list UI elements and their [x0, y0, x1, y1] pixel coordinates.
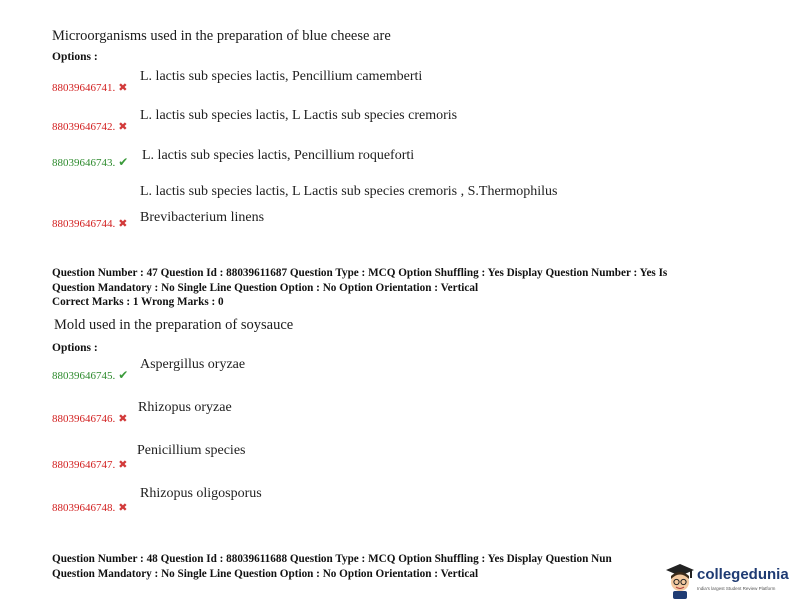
- student-mascot-icon: [664, 562, 696, 600]
- marks-line: Correct Marks : 1 Wrong Marks : 0: [52, 296, 224, 308]
- meta-line: Question Number : 48 Question Id : 88039611688 Question Type : MCQ Option Shuffling : Yes Display Question Nun: [52, 553, 612, 565]
- option-row: [52, 409, 127, 427]
- meta-line: Question Mandatory : No Single Line Question Option : No Option Orientation : Vertical: [52, 567, 479, 580]
- option-text: Rhizopus oligosporus: [140, 486, 262, 501]
- option-text: L. lactis sub species lactis, L Lactis sub species cremoris: [140, 108, 458, 123]
- meta-line: Question Mandatory : No Single Line Question Option : No Option Orientation : Vertical: [52, 281, 479, 294]
- option-row: [52, 117, 127, 135]
- collegedunia-logo: [664, 560, 788, 602]
- option-row: [52, 366, 128, 384]
- options-label: Options :: [52, 342, 98, 354]
- option-text: Rhizopus oryzae: [138, 400, 232, 415]
- question-47-meta: [52, 266, 742, 310]
- option-row: [52, 153, 128, 171]
- option-row: [52, 214, 127, 232]
- option-text: L. lactis sub species lactis, Pencillium camemberti: [140, 69, 423, 84]
- wrong-mark-icon: ✖: [118, 459, 128, 471]
- wrong-mark-icon: ✖: [118, 121, 128, 133]
- wrong-mark-icon: ✖: [118, 82, 128, 94]
- logo-name: collegedunia: [697, 566, 789, 583]
- logo-tagline: India's largest Student Review Platform: [697, 586, 776, 591]
- option-text: L. lactis sub species lactis, L Lactis sub species cremoris , S.Thermophilus: [140, 184, 558, 199]
- option-text: Brevibacterium linens: [140, 210, 265, 225]
- meta-line: Question Number : 47 Question Id : 88039611687 Question Type : MCQ Option Shuffling : Yes Display Question Number : Yes Is: [52, 267, 668, 279]
- wrong-mark-icon: ✖: [118, 502, 128, 514]
- question-47-text: Mold used in the preparation of soysauce: [54, 317, 294, 333]
- option-text: Penicillium species: [137, 443, 246, 458]
- option-row: [52, 78, 127, 96]
- wrong-mark-icon: ✖: [118, 413, 128, 425]
- option-id: 88039646748.: [52, 502, 116, 514]
- option-id: 88039646742.: [52, 121, 116, 133]
- option-id: 88039646741.: [52, 82, 116, 94]
- correct-check-icon: ✔: [118, 368, 129, 382]
- option-id: 88039646745.: [52, 370, 116, 382]
- option-id: 88039646747.: [52, 459, 116, 471]
- option-row: [52, 498, 127, 516]
- options-label: Options :: [52, 51, 98, 63]
- option-id: 88039646744.: [52, 218, 116, 230]
- correct-check-icon: ✔: [118, 155, 129, 169]
- question-48-meta: [52, 552, 652, 581]
- question-46-text: Microorganisms used in the preparation of blue cheese are: [52, 28, 391, 44]
- option-id: 88039646743.: [52, 157, 116, 169]
- wrong-mark-icon: ✖: [118, 218, 128, 230]
- option-text: Aspergillus oryzae: [140, 357, 246, 372]
- option-id: 88039646746.: [52, 413, 116, 425]
- option-row: [52, 455, 127, 473]
- option-text: L. lactis sub species lactis, Pencillium roqueforti: [142, 148, 415, 163]
